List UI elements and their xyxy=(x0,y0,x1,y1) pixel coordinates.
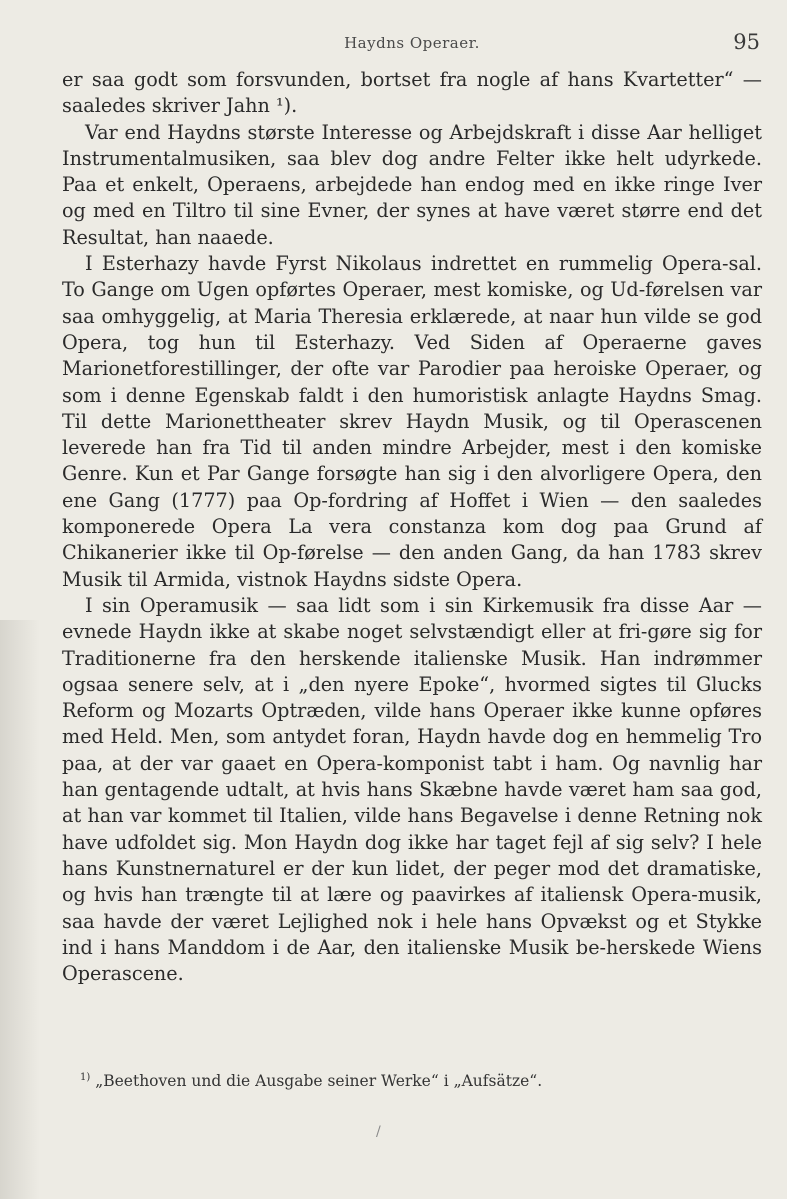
page-edge-shadow xyxy=(0,620,40,1199)
body-text xyxy=(62,67,762,987)
running-head: Haydns Operaer. xyxy=(344,34,480,52)
paragraph: I sin Operamusik — saa lidt som i sin Kirkemusik fra disse Aar — evnede Haydn ikke at skabe noget selvstændigt eller at fri-gøre sig for Traditionerne fra den herskende italienske Musik. Han indrømmer ogsaa senere selv, at i „den nyere Epoke“, hvormed sigtes til Glucks Reform og Mozarts Optræden, vilde hans Operaer ikke kunne opføres med Held. Men, som antydet foran, Haydn havde dog en hemmelig Tro paa, at der var gaaet en Opera-komponist tabt i ham. Og navnlig har han gentagende udtalt, at hvis hans Skæbne havde været ham saa god, at han var kommet til Italien, vilde hans Begavelse i denne Retning nok have udfoldet sig. Mon Haydn dog ikke har taget fejl af sig selv? I hele hans Kunstnernaturel er der kun lidet, der peger mod det dramatiske, og hvis han trængte til at lære og paavirkes af italiensk Opera-musik, saa havde der været Lejlighed nok i hele hans Opvækst og et Stykke ind i hans Manddom i de Aar, den italienske Musik be-herskede Wiens Operascene. xyxy=(62,593,762,986)
page-header xyxy=(62,30,762,60)
page-number: 95 xyxy=(733,30,760,54)
paragraph: Var end Haydns største Interesse og Arbejdskraft i disse Aar helliget Instrumentalmusiken, saa blev dog andre Felter ikke helt udyrkede. Paa et enkelt, Operaens, arbejdede han endog med en ikke ringe Iver og med en Tiltro til sine Evner, der synes at have været større end det Resultat, han naaede. xyxy=(62,120,762,249)
stray-pencil-mark: / xyxy=(376,1124,381,1140)
footnote-text: „Beethoven und die Ausgabe seiner Werke“ i „Aufsätze“. xyxy=(95,1072,543,1091)
footnote xyxy=(80,1068,760,1091)
paragraph: I Esterhazy havde Fyrst Nikolaus indrettet en rummelig Opera-sal. To Gange om Ugen opførtes Operaer, mest komiske, og Ud-førelsen var saa omhyggelig, at Maria Theresia erklærede, at naar hun vilde se god Opera, tog hun til Esterhazy. Ved Siden af Operaerne gaves Marionetforestillinger, der ofte var Parodier paa heroiske Operaer, og som i denne Egenskab faldt i den humoristisk anlagte Haydns Smag. Til dette Marionettheater skrev Haydn Musik, og til Operascenen leverede han fra Tid til anden mindre Arbejder, mest i den komiske Genre. Kun et Par Gange forsøgte han sig i den alvorligere Opera, den ene Gang (1777) paa Op-fordring af Hoffet i Wien — den saaledes komponerede Opera La vera constanza kom dog paa Grund af Chikanerier ikke til Op-førelse — den anden Gang, da han 1783 skrev Musik til Armida, vistnok Haydns sidste Opera. xyxy=(62,252,762,591)
paragraph: er saa godt som forsvunden, bortset fra nogle af hans Kvartetter“ — saaledes skriver Jahn ¹). xyxy=(62,68,762,118)
footnote-marker: 1) xyxy=(80,1072,91,1083)
